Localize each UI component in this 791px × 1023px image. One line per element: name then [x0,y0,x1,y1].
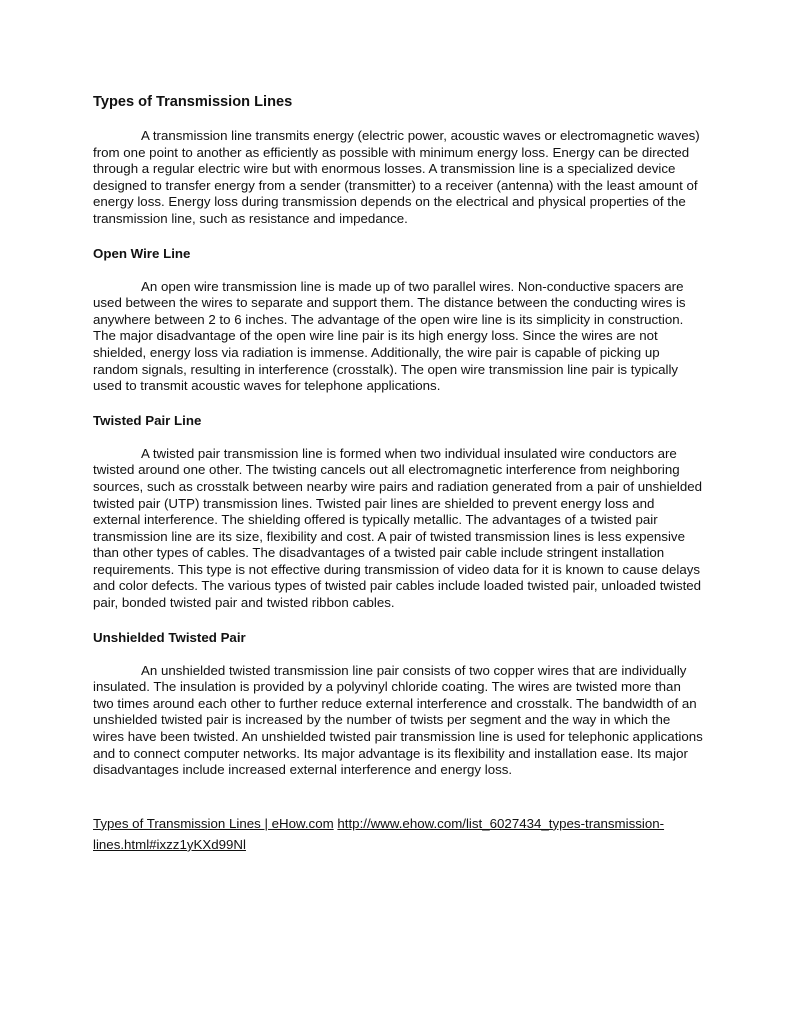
document-page [93,94,703,855]
source-link-url[interactable]: http://www.ehow.com/list_6027434_types-transmission-lines.html#ixzz1yKXd99Nl [93,815,665,852]
section-body-open-wire-line: An open wire transmission line is made up of two parallel wires. Non-conductive spacers are used between the wires to separate and support them. The distance between the conducting wires is anywhere between 2 to 6 inches. The advantage of the open wire line is its simplicity in construction. The major disadvantage of the open wire line pair is its high energy loss. Since the wires are not shielded, energy loss via radiation is immense. Additionally, the wire pair is capable of picking up random signals, resulting in interference (crosstalk). The open wire transmission line pair is typically used to transmit acoustic waves for telephone applications. [93,278,686,394]
section-heading-twisted-pair-line: Twisted Pair Line [93,412,202,428]
document-title: Types of Transmission Lines [93,94,293,110]
intro-paragraph: A transmission line transmits energy (electric power, acoustic waves or electromagnetic waves) from one point to another as efficiently as possible with minimum energy loss. Energy can be directed through a regular electric wire but with enormous losses. A transmission line is a specialized device designed to transfer energy from a sender (transmitter) to a receiver (antenna) with the least amount of energy loss. Energy loss during transmission depends on the electrical and physical properties of the transmission line, such as resistance and impedance. [93,128,700,226]
source-link-title[interactable]: Types of Transmission Lines | eHow.com [93,815,334,831]
section-body-unshielded-twisted-pair: An unshielded twisted transmission line pair consists of two copper wires that are individually insulated. The insulation is provided by a polyvinyl chloride coating. The wires are twisted more than two times around each other to further reduce external interference and crosstalk. The bandwidth of an unshielded twisted pair is increased by the number of twists per segment and the way in which the wires have been twisted. An unshielded twisted pair transmission line is used for telephonic applications and to connect computer networks. Its major advantage is its flexibility and installation ease. Its major disadvantages include increased external interference and energy loss. [93,662,703,778]
section-body-twisted-pair-line: A twisted pair transmission line is formed when two individual insulated wire conductors are twisted around one other. The twisting cancels out all electromagnetic interference from neighboring sources, such as crosstalk between nearby wire pairs and radiation generated from a pair of unshielded twisted pair (UTP) transmission lines. Twisted pair lines are shielded to prevent energy loss and external interference. The shielding offered is typically metallic. The advantages of a twisted pair transmission line are its size, flexibility and cost. A pair of twisted transmission lines is less expensive than other types of cables. The disadvantages of a twisted pair cable include stringent installation requirements. This type is not effective during transmission of video data for it is known to cause delays and color defects. The various types of twisted pair cables include loaded twisted pair, unloaded twisted pair, bonded twisted pair and twisted ribbon cables. [93,445,703,611]
section-heading-open-wire-line: Open Wire Line [93,245,191,261]
section-heading-unshielded-twisted-pair: Unshielded Twisted Pair [93,629,246,645]
source-citation [93,813,703,855]
